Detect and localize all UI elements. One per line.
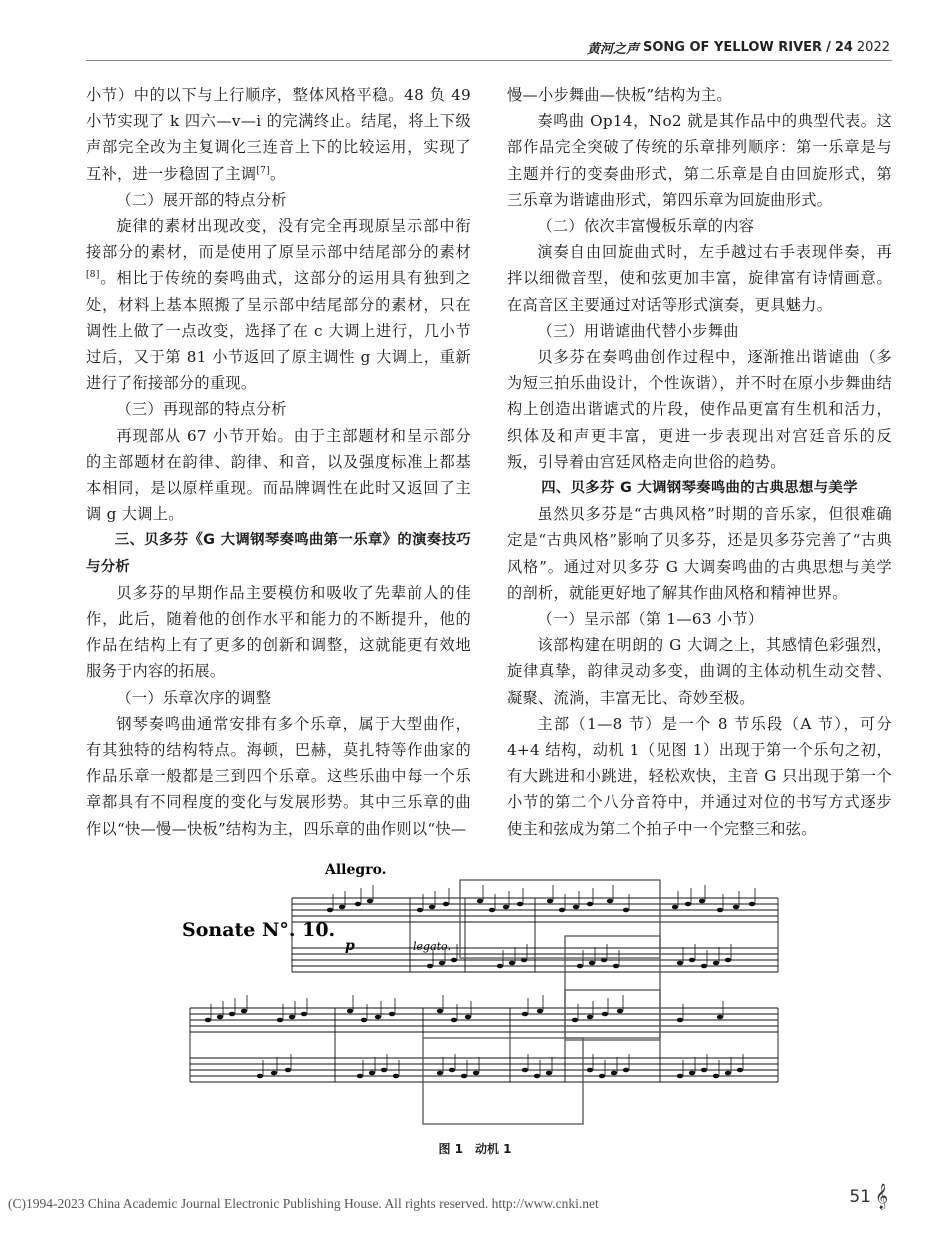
note-head bbox=[357, 1074, 363, 1079]
page-number-block bbox=[849, 1184, 888, 1209]
score-tempo: Allegro. bbox=[325, 862, 387, 878]
right-paragraph-5: 虽然贝多芬是“古典风格”时期的音乐家，但很难确定是“古典风格”影响了贝多芬，还是贝多芬完善了“古典风格”。通过对贝多芬 G 大调奏鸣曲的古典思想与美学的剖析，就能更好地了解其作曲风格和精神世界。 bbox=[507, 505, 892, 602]
left-paragraph-1: 小节）中的以下与上行顺序，整体风格平稳。48 负 49 小节实现了 k 四六—v—i 的完满终止。结尾，将上下级声部完全改为主复调化三连音上下的比较运用，实现了互补，进一步稳固了主调[7]。 bbox=[86, 86, 471, 183]
note-head bbox=[489, 908, 495, 913]
note-head bbox=[285, 1068, 291, 1073]
note-head bbox=[699, 899, 705, 904]
note-head bbox=[257, 1074, 263, 1079]
note-head bbox=[393, 1074, 399, 1079]
note-head bbox=[327, 908, 333, 913]
note-head bbox=[602, 1012, 608, 1017]
figure-caption: 图 1 动机 1 bbox=[438, 1142, 512, 1156]
note-head bbox=[369, 1071, 375, 1076]
copyright-footer: (C)1994-2023 China Academic Journal Electronic Publishing House. All rights reserved. http://www.cnki.net bbox=[8, 1196, 599, 1211]
note-head bbox=[443, 902, 449, 907]
left-column bbox=[86, 82, 471, 842]
note-head bbox=[677, 1018, 683, 1023]
left-paragraph-4: 贝多芬的早期作品主要模仿和吸收了先辈前人的佳作，此后，随着他的创作水平和能力的不断提升，他的作品在结构上有了更多的创新和调整，这就能更有效地服务于内容的拓展。 bbox=[86, 583, 471, 681]
note-head bbox=[546, 1071, 552, 1076]
heading-slow-movement: （二）依次丰富慢板乐章的内容 bbox=[537, 217, 755, 236]
heading-development: （二）展开部的特点分析 bbox=[116, 190, 287, 209]
note-head bbox=[677, 961, 683, 966]
header-rule bbox=[86, 60, 892, 61]
note-head bbox=[375, 1015, 381, 1020]
note-head bbox=[713, 961, 719, 966]
note-head bbox=[427, 964, 433, 969]
note-head bbox=[587, 1015, 593, 1020]
citation-8[interactable]: [8] bbox=[86, 270, 100, 281]
note-head bbox=[437, 1071, 443, 1076]
heading-recapitulation: （三）再现部的特点分析 bbox=[116, 400, 287, 419]
note-head bbox=[685, 902, 691, 907]
note-head bbox=[461, 1074, 467, 1079]
note-head bbox=[749, 902, 755, 907]
note-head bbox=[339, 905, 345, 910]
section-heading-3: 三、贝多芬《G 大调钢琴奏鸣曲第一乐章》的演奏技巧与分析 bbox=[86, 532, 471, 575]
note-head bbox=[701, 1068, 707, 1073]
note-head bbox=[623, 1068, 629, 1073]
right-paragraph-6: 该部构建在明朗的 G 大调之上，其感情色彩强烈，旋律真挚，韵律灵动多变，曲调的主体动机生动交替、凝聚、流淌，丰富无比、奇妙至极。 bbox=[507, 636, 892, 707]
note-head bbox=[599, 1074, 605, 1079]
score-legato: legato. bbox=[413, 940, 451, 953]
note-head bbox=[355, 902, 361, 907]
note-head bbox=[611, 1071, 617, 1076]
note-head bbox=[733, 905, 739, 910]
note-head bbox=[617, 1009, 623, 1014]
note-head bbox=[503, 905, 509, 910]
right-paragraph-7: 主部（1—8 节）是一个 8 节乐段（A 节），可分 4+4 结构，动机 1（见图 1）出现于第一个乐句之初，有大跳进和小跳进，轻松欢快，主音 G 只出现于第一个小节的第二个八分音符中，并通过对位的书写方式逐步使主和弦成为第二个拍子中一个完整三和弦。 bbox=[507, 714, 892, 838]
note-head bbox=[577, 964, 583, 969]
note-head bbox=[613, 964, 619, 969]
note-head bbox=[517, 902, 523, 907]
page-number: 51 bbox=[849, 1186, 871, 1207]
note-head bbox=[381, 1068, 387, 1073]
note-head bbox=[587, 902, 593, 907]
score-system-1 bbox=[292, 898, 778, 972]
note-head bbox=[301, 1012, 307, 1017]
note-head bbox=[271, 1071, 277, 1076]
right-paragraph-1: 慢—小步舞曲—快板”结构为主。 bbox=[507, 86, 732, 104]
score-dynamic: p bbox=[345, 938, 355, 954]
note-head bbox=[509, 961, 515, 966]
score-title: Sonate N°. 10. bbox=[182, 919, 336, 941]
note-head bbox=[289, 1015, 295, 1020]
note-head bbox=[572, 1018, 578, 1023]
motive-boxes bbox=[423, 880, 660, 1124]
note-head bbox=[205, 1018, 211, 1023]
left-paragraph-5: 钢琴奏鸣曲通常安排有多个乐章，属于大型曲作，有其独特的结构特点。海顿，巴赫，莫扎特等作曲家的作品乐章一般都是三到四个乐章。这些乐曲中每一个乐章都具有不同程度的变化与发展形势。其中三乐章的曲作以“快—慢—快板”结构为主，四乐章的曲作则以“快— bbox=[86, 714, 471, 838]
note-head bbox=[439, 961, 445, 966]
note-head bbox=[522, 1012, 528, 1017]
journal-title: SONG OF YELLOW RIVER bbox=[643, 40, 823, 55]
note-head bbox=[589, 961, 595, 966]
note-head bbox=[497, 964, 503, 969]
note-head bbox=[677, 1074, 683, 1079]
note-head bbox=[717, 1015, 723, 1020]
note-head bbox=[672, 905, 678, 910]
citation-7[interactable]: [7] bbox=[256, 165, 271, 176]
note-head bbox=[241, 1009, 247, 1014]
music-score-figure bbox=[180, 858, 780, 1133]
journal-header bbox=[587, 38, 890, 57]
note-head bbox=[437, 1009, 443, 1014]
note-head bbox=[689, 1071, 695, 1076]
note-head bbox=[347, 1009, 353, 1014]
note-head bbox=[229, 1012, 235, 1017]
score-notes bbox=[205, 885, 755, 1078]
note-head bbox=[465, 1015, 471, 1020]
note-head bbox=[451, 1018, 457, 1023]
note-head bbox=[417, 908, 423, 913]
right-paragraph-4: 贝多芬在奏鸣曲创作过程中，逐渐推出谐谑曲（多为短三拍乐曲设计，个性诙谐），并不时在原小步舞曲结构上创造出谐谑式的片段，使作品更富有生机和活力，织体及和声更丰富，更进一步表现出对宫廷音乐的反叛，引导着由宫廷风格走向世俗的趋势。 bbox=[507, 348, 892, 471]
note-head bbox=[607, 899, 613, 904]
note-head bbox=[713, 1074, 719, 1079]
issue-year: 2022 bbox=[856, 40, 890, 55]
note-head bbox=[367, 899, 373, 904]
heading-scherzo: （三）用谐谑曲代替小步舞曲 bbox=[537, 321, 739, 340]
note-head bbox=[477, 899, 483, 904]
note-head bbox=[623, 908, 629, 913]
note-head bbox=[522, 1068, 528, 1073]
note-head bbox=[277, 1018, 283, 1023]
note-head bbox=[451, 958, 457, 963]
note-head bbox=[534, 1074, 540, 1079]
note-head bbox=[701, 964, 707, 969]
right-paragraph-2: 奏鸣曲 Op14，No2 就是其作品中的典型代表。这部作品完全突破了传统的乐章排列顺序：第一乐章是与主题并行的变奏曲形式，第二乐章是自由回旋形式，第三乐章为谐谑曲形式，第四乐章为回旋曲形式。 bbox=[507, 112, 892, 209]
journal-logo: 黄河之声 bbox=[586, 42, 639, 57]
issue-number: 24 bbox=[834, 40, 853, 55]
heading-exposition: （一）呈示部（第 1—63 小节） bbox=[537, 610, 764, 629]
note-head bbox=[737, 1068, 743, 1073]
left-paragraph-3: 再现部从 67 小节开始。由于主部题材和呈示部分的主部题材在韵律、韵律、和音，以及强度标准上都基本相同，是以原样重现。而品牌调性在此时又返回了主调 g 大调上。 bbox=[86, 426, 471, 524]
note-head bbox=[361, 1018, 367, 1023]
left-paragraph-2: 旋律的素材出现改变，没有完全再现原呈示部中衔接部分的素材，而是使用了原呈示部中结尾部分的素材[8]。相比于传统的奏鸣曲式，这部分的运用具有独到之处，材料上基本照搬了呈示部中结尾部分的素材，只在调性上做了一点改变，选择了在 c 大调上进行，几小节过后，又于第 81 小节返回了原主调性 g 大调上，重新进行了衔接部分的重现。 bbox=[86, 217, 471, 393]
note-head bbox=[449, 1068, 455, 1073]
note-head bbox=[559, 908, 565, 913]
note-head bbox=[547, 899, 553, 904]
note-head bbox=[587, 1068, 593, 1073]
note-head bbox=[689, 958, 695, 963]
right-paragraph-3: 演奏自由回旋曲式时，左手越过右手表现伴奏，再拌以细微音型，使和弦更加丰富，旋律富有诗情画意。在高音区主要通过对话等形式演奏，更具魅力。 bbox=[507, 243, 892, 314]
note-head bbox=[573, 905, 579, 910]
note-head bbox=[473, 1071, 479, 1076]
note-head bbox=[725, 1071, 731, 1076]
note-head bbox=[217, 1015, 223, 1020]
note-head bbox=[725, 958, 731, 963]
right-column bbox=[507, 82, 892, 842]
note-head bbox=[537, 1009, 543, 1014]
section-heading-4: 四、贝多芬 G 大调钢琴奏鸣曲的古典思想与美学 bbox=[541, 480, 858, 497]
treble-clef-icon: 𝄞 bbox=[874, 1184, 888, 1209]
header-separator: / bbox=[826, 40, 831, 55]
note-head bbox=[429, 905, 435, 910]
heading-movement-order: （一）乐章次序的调整 bbox=[116, 688, 272, 707]
note-head bbox=[389, 1012, 395, 1017]
note-head bbox=[717, 908, 723, 913]
